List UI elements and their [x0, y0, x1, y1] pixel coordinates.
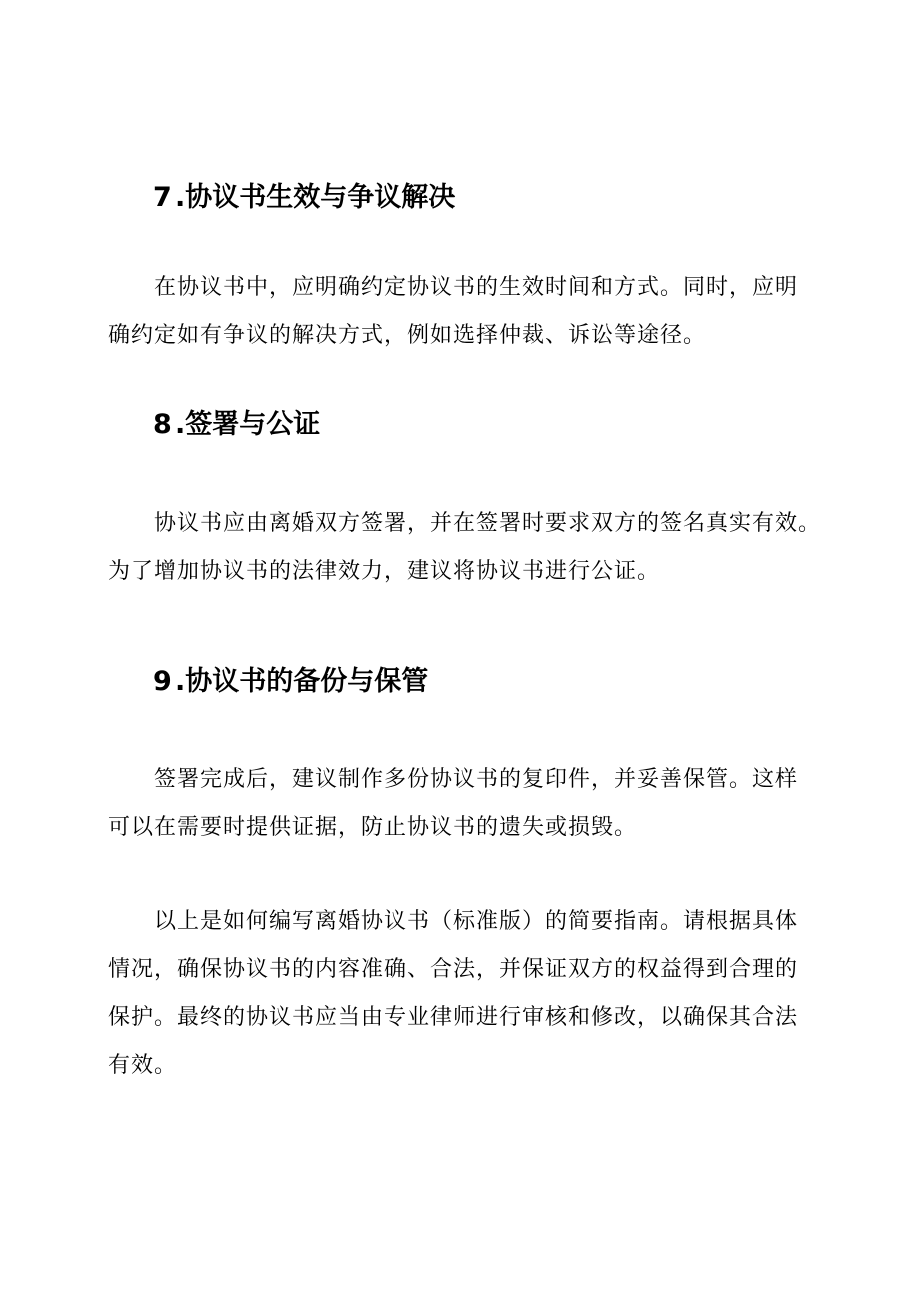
- paragraph-line: 协议书应由离婚双方签署，并在签署时要求双方的签名真实有效。: [154, 511, 822, 536]
- paragraph-line: 可以在需要时提供证据，防止协议书的遗失或损毁。: [108, 815, 638, 840]
- section-9-heading: [153, 665, 428, 699]
- section-9-paragraph: [108, 756, 824, 852]
- section-8-heading: [153, 408, 320, 442]
- conclusion-paragraph: [108, 898, 824, 1090]
- section-8-paragraph: [108, 500, 824, 596]
- section-number: 7: [153, 182, 172, 213]
- paragraph-line: 以上是如何编写离婚协议书（标准版）的简要指南。请根据具体: [154, 909, 799, 934]
- section-7-heading: [153, 181, 455, 215]
- section-title: .协议书的备份与保管: [175, 666, 429, 697]
- paragraph-line: 有效。: [108, 1053, 178, 1078]
- paragraph-line: 签署完成后，建议制作多份协议书的复印件，并妥善保管。这样: [154, 767, 799, 792]
- paragraph-line: 保护。最终的协议书应当由专业律师进行审核和修改，以确保其合法: [108, 1005, 799, 1030]
- section-number: 8: [153, 409, 172, 440]
- section-number: 9: [153, 666, 172, 697]
- section-7-paragraph: [108, 264, 824, 360]
- paragraph-line: 在协议书中，应明确约定协议书的生效时间和方式。同时，应明: [154, 275, 799, 300]
- paragraph-line: 为了增加协议书的法律效力，建议将协议书进行公证。: [108, 559, 661, 584]
- section-title: .签署与公证: [175, 409, 321, 440]
- section-title: .协议书生效与争议解决: [175, 182, 456, 213]
- paragraph-line: 确约定如有争议的解决方式，例如选择仲裁、诉讼等途径。: [108, 323, 707, 348]
- paragraph-line: 情况，确保协议书的内容准确、合法，并保证双方的权益得到合理的: [108, 957, 799, 982]
